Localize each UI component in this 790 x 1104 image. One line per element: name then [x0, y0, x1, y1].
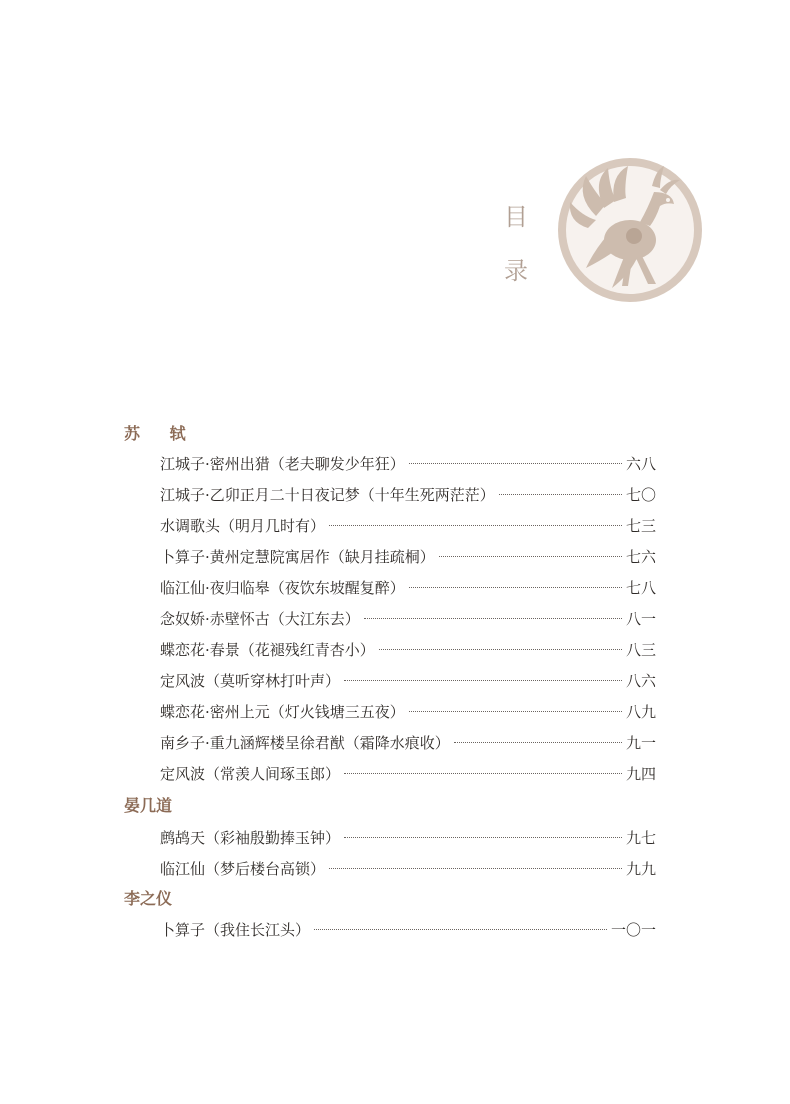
- title-char-mu: 目: [504, 203, 528, 231]
- toc-entry[interactable]: [160, 763, 656, 785]
- entry-page: 八一: [625, 610, 656, 628]
- dot-leader: [329, 868, 622, 869]
- dot-leader: [344, 680, 622, 681]
- entry-page: 七八: [625, 579, 656, 597]
- dot-leader: [344, 837, 622, 838]
- phoenix-medallion-icon: [556, 156, 704, 304]
- toc-entry[interactable]: [160, 639, 656, 661]
- entry-title: 卜算子·黄州定慧院寓居作（缺月挂疏桐）: [160, 548, 435, 566]
- entry-title: 卜算子（我住长江头）: [160, 921, 311, 939]
- entry-title: 定风波（常羡人间琢玉郎）: [160, 765, 341, 783]
- toc-entry[interactable]: [160, 515, 656, 537]
- entry-title: 江城子·密州出猎（老夫聊发少年狂）: [160, 455, 405, 473]
- entry-page: 七〇: [625, 486, 656, 504]
- toc-entry[interactable]: [160, 484, 656, 506]
- entry-page: 八九: [625, 703, 656, 721]
- toc-entry[interactable]: [160, 827, 656, 849]
- dot-leader: [364, 618, 622, 619]
- entry-title: 鹧鸪天（彩袖殷勤捧玉钟）: [160, 829, 341, 847]
- page-title: [496, 205, 536, 283]
- author-heading-su-shi: 苏 轼: [124, 424, 198, 443]
- entry-title: 蝶恋花·密州上元（灯火钱塘三五夜）: [160, 703, 405, 721]
- toc-entry[interactable]: [160, 546, 656, 568]
- entry-title: 临江仙·夜归临皋（夜饮东坡醒复醉）: [160, 579, 405, 597]
- entry-page: 一〇一: [610, 921, 656, 939]
- entry-page: 九九: [625, 860, 656, 878]
- entry-title: 临江仙（梦后楼台高锁）: [160, 860, 326, 878]
- author-heading-li-zhiyi: 李之仪: [124, 889, 173, 908]
- toc-entry[interactable]: [160, 453, 656, 475]
- entry-page: 八三: [625, 641, 656, 659]
- dot-leader: [409, 463, 622, 464]
- entry-title: 念奴娇·赤壁怀古（大江东去）: [160, 610, 360, 628]
- toc-entry[interactable]: [160, 919, 656, 941]
- entry-title: 水调歌头（明月几时有）: [160, 517, 326, 535]
- dot-leader: [454, 742, 622, 743]
- dot-leader: [409, 711, 622, 712]
- entry-page: 九四: [625, 765, 656, 783]
- entry-page: 九七: [625, 829, 656, 847]
- toc-entry[interactable]: [160, 858, 656, 880]
- entry-page: 七六: [625, 548, 656, 566]
- title-char-lu: 录: [504, 257, 528, 285]
- dot-leader: [314, 929, 607, 930]
- toc-entry[interactable]: [160, 701, 656, 723]
- dot-leader: [439, 556, 622, 557]
- entry-page: 六八: [625, 455, 656, 473]
- toc-entry[interactable]: [160, 670, 656, 692]
- entry-title: 南乡子·重九涵辉楼呈徐君猷（霜降水痕收）: [160, 734, 450, 752]
- toc-entry[interactable]: [160, 577, 656, 599]
- dot-leader: [344, 773, 622, 774]
- dot-leader: [329, 525, 622, 526]
- entry-title: 江城子·乙卯正月二十日夜记梦（十年生死两茫茫）: [160, 486, 495, 504]
- entry-title: 蝶恋花·春景（花褪残红青杏小）: [160, 641, 375, 659]
- dot-leader: [409, 587, 622, 588]
- toc-entry[interactable]: [160, 608, 656, 630]
- dot-leader: [379, 649, 622, 650]
- entry-page: 八六: [625, 672, 656, 690]
- author-heading-yan-jidao: 晏几道: [124, 796, 173, 815]
- toc-entry[interactable]: [160, 732, 656, 754]
- dot-leader: [499, 494, 622, 495]
- entry-page: 七三: [625, 517, 656, 535]
- entry-page: 九一: [625, 734, 656, 752]
- entry-title: 定风波（莫听穿林打叶声）: [160, 672, 341, 690]
